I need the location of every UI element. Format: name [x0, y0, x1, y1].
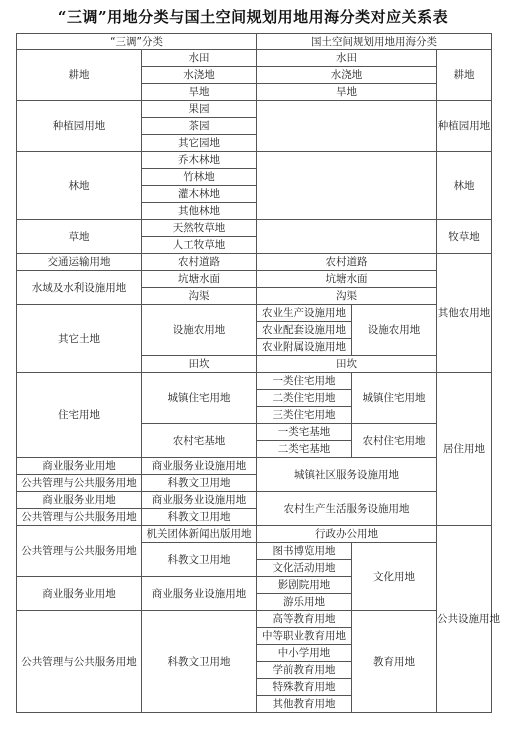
- l2-cell: 科教文卫用地: [142, 475, 257, 492]
- r3-cell: 坑塘水面: [257, 271, 437, 288]
- l2-cell: 机关团体新闻出版用地: [142, 526, 257, 543]
- l1-cell: 公共管理与公共服务用地: [17, 509, 142, 526]
- l2-cell: 其他林地: [142, 203, 257, 220]
- r3-cell: 文化活动用地: [257, 560, 352, 577]
- l1-cell: 住宅用地: [17, 373, 142, 458]
- r3-cell: 水田: [257, 50, 437, 67]
- table-row: [17, 152, 492, 169]
- table-header-row: [17, 34, 492, 50]
- l1-cell: 其它土地: [17, 305, 142, 373]
- r3-cell: 农村道路: [257, 254, 437, 271]
- l2-cell: 果园: [142, 101, 257, 118]
- l2-cell: 农村道路: [142, 254, 257, 271]
- r3-cell: 一类宅基地: [257, 424, 352, 441]
- l1-cell: 公共管理与公共服务用地: [17, 475, 142, 492]
- r1-cell: 居住用地: [437, 373, 492, 526]
- table-row: [17, 101, 492, 118]
- l2-cell: 水浇地: [142, 67, 257, 84]
- l1-cell: 种植园用地: [17, 101, 142, 152]
- r1-cell: 种植园用地: [437, 101, 492, 152]
- r2-cell: 农村住宅用地: [352, 424, 437, 458]
- r3-cell: 农村生产生活服务设施用地: [257, 492, 437, 526]
- r1-cell: 其他农用地: [437, 254, 492, 373]
- table-row: [17, 220, 492, 237]
- l2-cell: 天然牧草地: [142, 220, 257, 237]
- r3-cell: 农业附属设施用地: [257, 339, 352, 356]
- table-row: [17, 271, 492, 288]
- r3-cell: 二类住宅用地: [257, 390, 352, 407]
- r3-cell: 旱地: [257, 84, 437, 101]
- r3-empty: [257, 220, 437, 254]
- l2-cell: 城镇住宅用地: [142, 373, 257, 424]
- l1-cell: 耕地: [17, 50, 142, 101]
- r3-cell: 特殊教育用地: [257, 679, 352, 696]
- l2-cell: 沟渠: [142, 288, 257, 305]
- r1-cell: 牧草地: [437, 220, 492, 254]
- l2-cell: 科教文卫用地: [142, 611, 257, 713]
- r3-cell: 二类宅基地: [257, 441, 352, 458]
- r3-cell: 农业生产设施用地: [257, 305, 352, 322]
- table-row: [17, 373, 492, 390]
- l2-cell: 田坎: [142, 356, 257, 373]
- r3-cell: 城镇社区服务设施用地: [257, 458, 437, 492]
- l2-cell: 科教文卫用地: [142, 509, 257, 526]
- r3-cell: 田坎: [257, 356, 437, 373]
- page-title: “三调”用地分类与国土空间规划用地用海分类对应关系表: [57, 8, 449, 26]
- classification-table: [16, 33, 501, 713]
- r2-cell: 文化用地: [352, 543, 437, 611]
- header-sandiao: “三调”分类: [17, 34, 257, 50]
- r3-cell: 图书博览用地: [257, 543, 352, 560]
- r1-cell: 林地: [437, 152, 492, 220]
- l1-cell: 公共管理与公共服务用地: [17, 611, 142, 713]
- l2-cell: 水田: [142, 50, 257, 67]
- r3-cell: 农业配套设施用地: [257, 322, 352, 339]
- l1-cell: 商业服务业用地: [17, 577, 142, 611]
- r3-cell: 学前教育用地: [257, 662, 352, 679]
- table-row: [17, 526, 492, 543]
- r2-cell: 教育用地: [352, 611, 437, 713]
- l2-cell: 灌木林地: [142, 186, 257, 203]
- r3-cell: 游乐用地: [257, 594, 352, 611]
- l2-cell: 人工牧草地: [142, 237, 257, 254]
- r3-cell: 高等教育用地: [257, 611, 352, 628]
- r3-cell: 中小学用地: [257, 645, 352, 662]
- l2-cell: 坑塘水面: [142, 271, 257, 288]
- table-row: [17, 254, 492, 271]
- r1-cell: 耕地: [437, 50, 492, 101]
- r3-cell: 中等职业教育用地: [257, 628, 352, 645]
- l1-cell: 公共管理与公共服务用地: [17, 526, 142, 577]
- l2-cell: 商业服务业设施用地: [142, 458, 257, 475]
- r1-cell: 公共设施用地: [437, 526, 492, 713]
- l2-cell: 商业服务业设施用地: [142, 492, 257, 509]
- l2-cell: 其它园地: [142, 135, 257, 152]
- r3-empty: [257, 101, 437, 152]
- table-row: [17, 458, 492, 475]
- table-row: [17, 492, 492, 509]
- l2-cell: 商业服务业设施用地: [142, 577, 257, 611]
- l1-cell: 交通运输用地: [17, 254, 142, 271]
- header-guotu: 国土空间规划用地用海分类: [257, 34, 492, 50]
- l1-cell: 商业服务业用地: [17, 492, 142, 509]
- table-row: [17, 611, 492, 628]
- r3-cell: 行政办公用地: [257, 526, 437, 543]
- l2-cell: 乔木林地: [142, 152, 257, 169]
- r3-cell: 三类住宅用地: [257, 407, 352, 424]
- l1-cell: 水域及水利设施用地: [17, 271, 142, 305]
- table-row: [17, 50, 492, 67]
- l2-cell: 科教文卫用地: [142, 543, 257, 577]
- r3-cell: 其他教育用地: [257, 696, 352, 713]
- r2-cell: 设施农用地: [352, 305, 437, 356]
- table-row: [17, 305, 492, 322]
- r3-cell: 一类住宅用地: [257, 373, 352, 390]
- r3-cell: 沟渠: [257, 288, 437, 305]
- l2-cell: 设施农用地: [142, 305, 257, 356]
- l1-cell: 林地: [17, 152, 142, 220]
- r3-cell: 水浇地: [257, 67, 437, 84]
- r2-cell: 城镇住宅用地: [352, 373, 437, 424]
- l2-cell: 旱地: [142, 84, 257, 101]
- l1-cell: 商业服务业用地: [17, 458, 142, 475]
- l2-cell: 茶园: [142, 118, 257, 135]
- r3-empty: [257, 152, 437, 220]
- l2-cell: 竹林地: [142, 169, 257, 186]
- r3-cell: 影剧院用地: [257, 577, 352, 594]
- l2-cell: 农村宅基地: [142, 424, 257, 458]
- l1-cell: 草地: [17, 220, 142, 254]
